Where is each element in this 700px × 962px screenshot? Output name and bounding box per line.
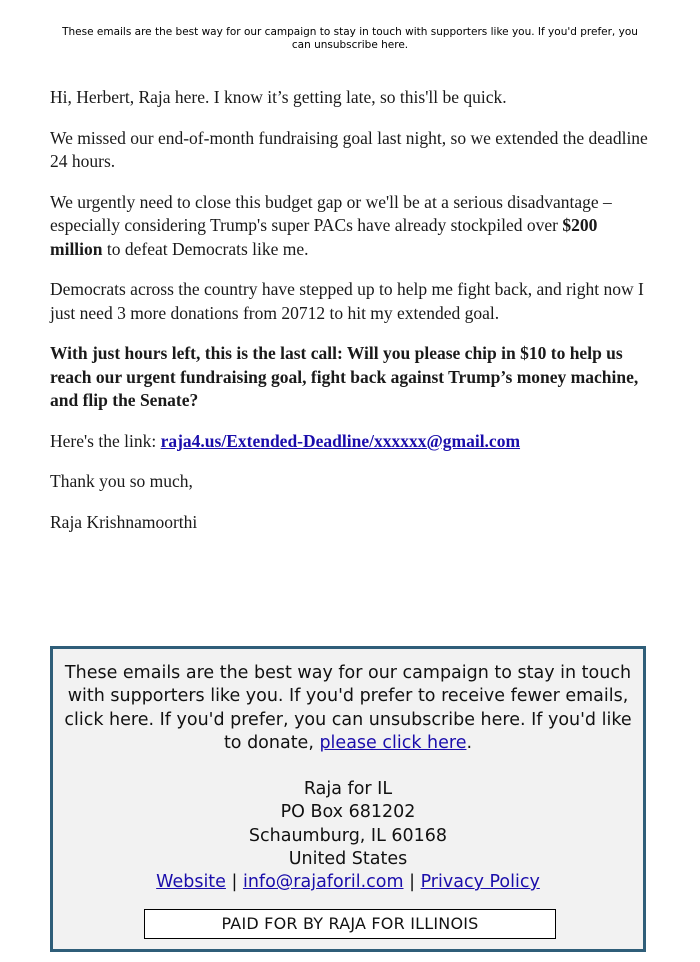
preheader-text: These emails are the best way for our campaign to stay in touch with supporters like you. If you'd prefer, you can unsubscribe here. (62, 26, 638, 51)
last-call-text: With just hours left, this is the last call: Will you please chip in $10 to help us reach our urgent fundraising goal, fight back against Trump’s money machine, and flip the Senate? (50, 343, 639, 410)
privacy-policy-link[interactable]: Privacy Policy (420, 872, 540, 892)
budget-gap-paragraph (50, 191, 650, 262)
budget-gap-text-b: to defeat Democrats like me. (102, 238, 309, 259)
last-call-paragraph (50, 342, 650, 413)
link-separator: | (403, 872, 421, 892)
email-body (50, 86, 650, 551)
link-paragraph (50, 430, 650, 454)
footer-message-text: These emails are the best way for our campaign to stay in touch with supporters like you. If you'd prefer to receive fewer emails, click here. If you'd prefer, you can unsubscribe here. If you'd like to donate, (64, 663, 632, 754)
budget-gap-amount: $200 million (50, 215, 598, 259)
website-link[interactable]: Website (156, 872, 226, 892)
footer-message-period: . (466, 733, 473, 754)
footer-links (53, 871, 643, 894)
email-link[interactable]: info@rajaforil.com (242, 872, 404, 892)
address-line-org: Raja for IL (303, 779, 393, 799)
link-separator: | (225, 872, 243, 892)
budget-gap-text-a: We urgently need to close this budget gap or we'll be at a serious disadvantage – especially considering Trump's super PACs have already stockpiled over (50, 191, 612, 235)
address-line-city: Schaumburg, IL 60168 (248, 825, 448, 846)
footer-box (50, 646, 646, 952)
missed-goal-paragraph: We missed our end-of-month fundraising goal last night, so we extended the deadline 24 hours. (50, 127, 648, 171)
donation-link[interactable]: raja4.us/Extended-Deadline/xxxxxx@gmail.com (160, 430, 521, 451)
address-line-country: United States (288, 849, 408, 870)
donations-needed-paragraph: Democrats across the country have stepped up to help me fight back, and right now I just need 3 more donations from 20712 to hit my extended goal. (50, 279, 644, 323)
closing-paragraph: Thank you so much, (50, 471, 193, 491)
paid-for-by-disclaimer: PAID FOR BY RAJA FOR ILLINOIS (144, 909, 556, 939)
address-line-po-box: PO Box 681202 (280, 802, 416, 823)
signature: Raja Krishnamoorthi (50, 511, 198, 532)
greeting-paragraph: Hi, Herbert, Raja here. I know it’s getting late, so this'll be quick. (50, 87, 507, 107)
link-prefix: Here's the link: (50, 430, 161, 451)
mailing-address (53, 778, 643, 872)
donate-link[interactable]: please click here (319, 733, 467, 754)
footer-message (63, 662, 633, 756)
